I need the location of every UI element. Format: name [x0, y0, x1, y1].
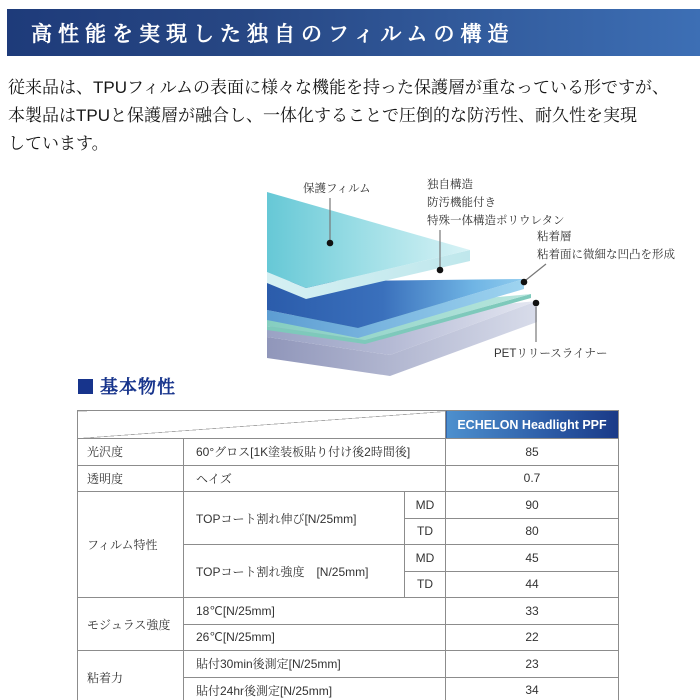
condition-cell: TOPコート割れ強度 [N/25mm] [184, 545, 405, 598]
direction-cell: TD [405, 518, 446, 545]
label-line: 独自構造 [427, 179, 473, 191]
intro-line: 本製品はTPUと保護層が融合し、一体化することで圧倒的な防汚性、耐久性を実現 [8, 106, 637, 125]
label-line: 特殊一体構造ポリウレタン [427, 215, 565, 227]
table-row [78, 465, 619, 492]
condition-cell: 貼付24hr後測定[N/25mm] [184, 677, 446, 700]
label-protective-film: 保護フィルム [303, 183, 371, 195]
category-cell: 透明度 [78, 465, 184, 492]
category-cell: 粘着力 [78, 651, 184, 700]
label-line: 粘着層 [537, 231, 572, 243]
condition-cell: 貼付30min後測定[N/25mm] [184, 651, 446, 678]
value-cell: 85 [446, 439, 619, 466]
leader-line [526, 264, 546, 280]
value-cell: 33 [446, 598, 619, 625]
header-bar [7, 9, 700, 56]
condition-cell: TOPコート割れ伸び[N/25mm] [184, 492, 405, 545]
category-cell: 光沢度 [78, 439, 184, 466]
value-cell: 45 [446, 545, 619, 572]
anchor-dot [533, 300, 540, 307]
section-heading [78, 373, 176, 399]
value-cell: 80 [446, 518, 619, 545]
table-row [78, 439, 619, 466]
value-cell: 34 [446, 677, 619, 700]
value-cell: 22 [446, 624, 619, 651]
square-bullet-icon [78, 379, 93, 394]
intro-paragraph [8, 74, 698, 158]
value-cell: 0.7 [446, 465, 619, 492]
table-row [78, 492, 619, 519]
anchor-dot [437, 267, 444, 274]
value-cell: 23 [446, 651, 619, 678]
table-corner-cell [78, 411, 446, 439]
table-row [78, 411, 619, 439]
anchor-dot [521, 279, 528, 286]
label-adhesive-layer [537, 228, 675, 264]
anchor-dot [327, 240, 334, 247]
direction-cell: MD [405, 492, 446, 519]
value-cell: 90 [446, 492, 619, 519]
condition-cell: 60°グロス[1K塗装板貼り付け後2時間後] [184, 439, 446, 466]
section-title: 基本物性 [100, 377, 176, 397]
properties-table-wrapper [77, 410, 619, 700]
page-title: 高性能を実現した独自のフィルムの構造 [31, 21, 515, 46]
condition-cell: 26℃[N/25mm] [184, 624, 446, 651]
intro-line: しています。 [8, 134, 109, 153]
direction-cell: MD [405, 545, 446, 572]
table-row [78, 598, 619, 625]
label-line: 粘着面に微細な凹凸を形成 [537, 249, 675, 261]
condition-cell: 18℃[N/25mm] [184, 598, 446, 625]
label-line: 防汚機能付き [427, 197, 496, 209]
intro-line: 従来品は、TPUフィルムの表面に様々な機能を持った保護層が重なっている形ですが、 [8, 78, 669, 97]
product-column-header: ECHELON Headlight PPF [446, 411, 619, 439]
category-cell: モジュラス強度 [78, 598, 184, 651]
table-row [78, 651, 619, 678]
label-release-liner: PETリリースライナー [494, 348, 608, 360]
direction-cell: TD [405, 571, 446, 598]
category-cell: フィルム特性 [78, 492, 184, 598]
value-cell: 44 [446, 571, 619, 598]
condition-cell: ヘイズ [184, 465, 446, 492]
properties-table [77, 410, 619, 700]
label-unique-structure [427, 176, 565, 230]
